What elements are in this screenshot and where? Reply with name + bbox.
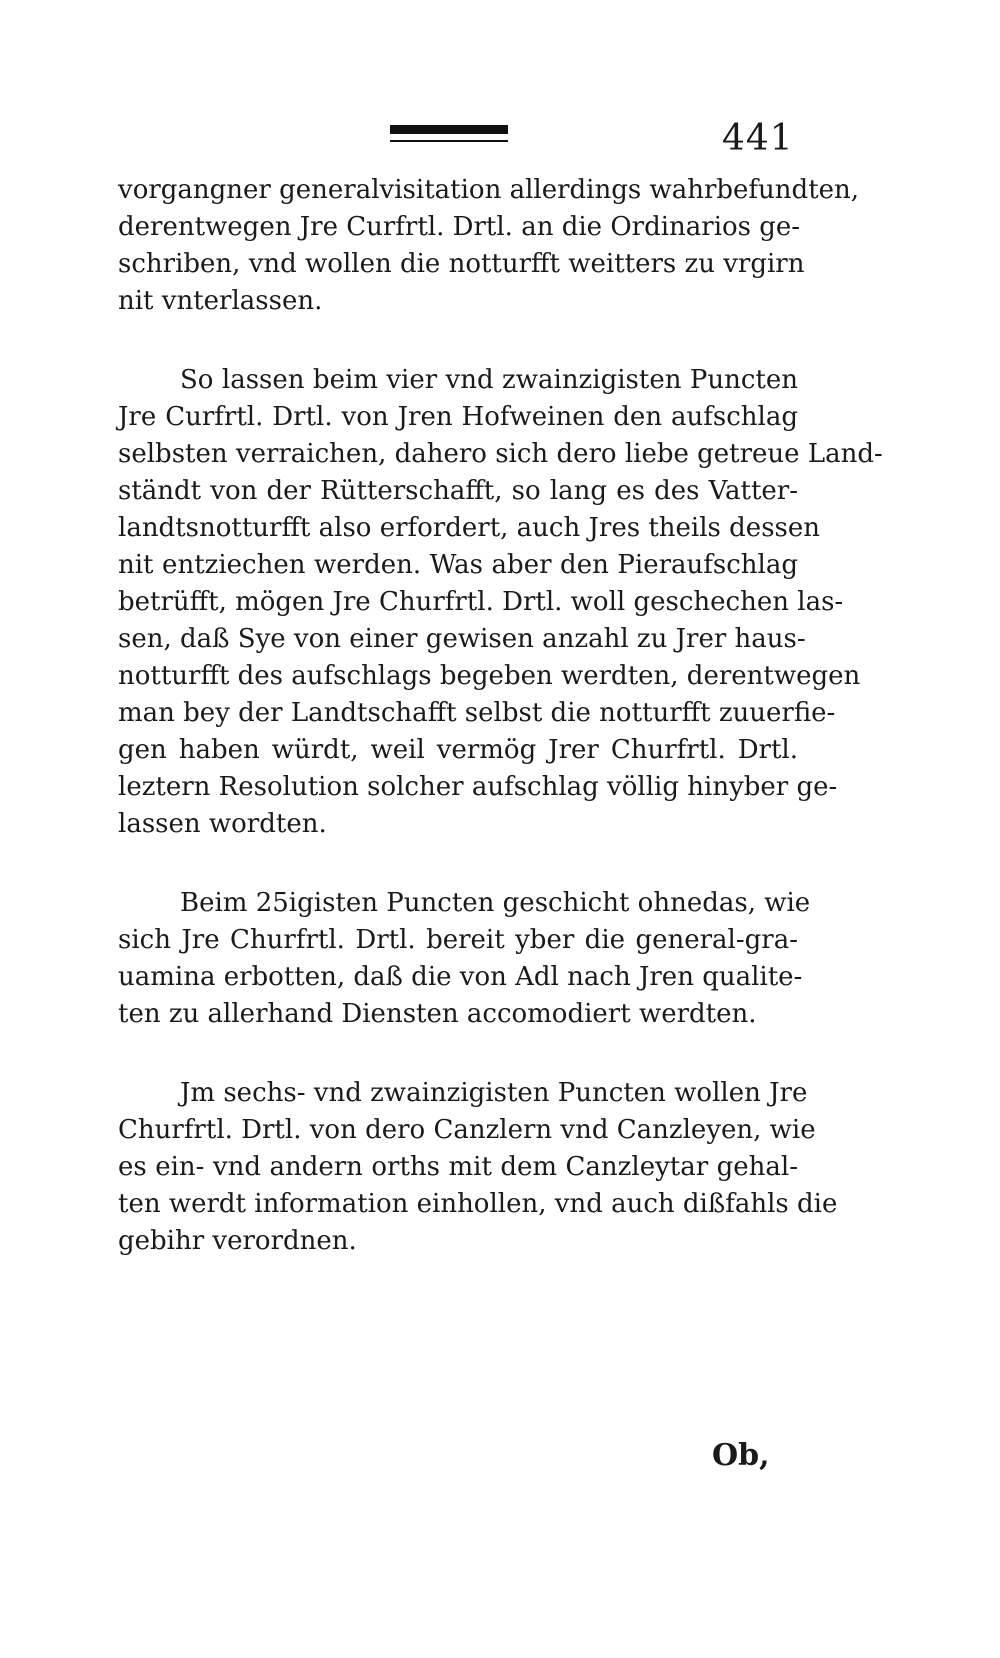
header-rule-thin	[390, 140, 508, 142]
text-line: So lassen beim vier vnd zwainzigisten Puncten	[180, 365, 798, 395]
catchword: Ob,	[712, 1438, 770, 1473]
text-line: ständt von der Rütterschafft, so lang es des Vatter-	[118, 476, 798, 506]
text-line: sich Jre Churfrtl. Drtl. bereit yber die general-gra-	[118, 925, 798, 955]
text-line: ten zu allerhand Diensten accomodiert werdten.	[118, 999, 757, 1029]
text-line: nit vnterlassen.	[118, 286, 323, 316]
text-line: Jm sechs- vnd zwainzigisten Puncten wollen Jre	[180, 1078, 808, 1108]
paragraph-2	[118, 362, 883, 843]
paragraph-1	[118, 172, 860, 320]
text-line: selbsten verraichen, dahero sich dero liebe getreue Land-	[118, 439, 883, 469]
text-line: leztern Resolution solcher aufschlag völlig hinyber ge-	[118, 772, 838, 802]
page-number: 441	[722, 118, 794, 159]
paragraph-3	[118, 885, 811, 1033]
text-line: nit entziechen werden. Was aber den Pieraufschlag	[118, 550, 798, 580]
paragraph-4	[118, 1075, 838, 1260]
text-line: es ein- vnd andern orths mit dem Canzleytar gehal-	[118, 1152, 798, 1182]
text-line: betrüfft, mögen Jre Churfrtl. Drtl. woll geschechen las-	[118, 587, 844, 617]
text-line: sen, daß Sye von einer gewisen anzahl zu Jrer haus-	[118, 624, 806, 654]
header-rule	[390, 125, 508, 134]
text-line: uamina erbotten, daß die von Adl nach Jren qualite-	[118, 962, 803, 992]
text-line: gebihr verordnen.	[118, 1226, 357, 1256]
text-line: derentwegen Jre Curfrtl. Drtl. an die Ordinarios ge-	[118, 212, 801, 242]
text-line: vorgangner generalvisitation allerdings wahrbefundten,	[118, 175, 860, 205]
text-line: lassen wordten.	[118, 809, 327, 839]
text-line: Jre Curfrtl. Drtl. von Jren Hofweinen den aufschlag	[118, 402, 798, 432]
text-line: gen haben würdt, weil vermög Jrer Churfrtl. Drtl.	[118, 735, 798, 765]
text-line: schriben, vnd wollen die notturfft weitters zu vrgirn	[118, 249, 805, 279]
text-line: man bey der Landtschafft selbst die notturfft zuuerfie-	[118, 698, 836, 728]
text-line: landtsnotturfft also erfordert, auch Jres theils dessen	[118, 513, 821, 543]
text-line: notturfft des aufschlags begeben werdten, derentwegen	[118, 661, 861, 691]
text-line: Churfrtl. Drtl. von dero Canzlern vnd Canzleyen, wie	[118, 1115, 816, 1145]
text-line: ten werdt information einhollen, vnd auch dißfahls die	[118, 1189, 838, 1219]
text-line: Beim 25igisten Puncten geschicht ohnedas, wie	[180, 888, 811, 918]
